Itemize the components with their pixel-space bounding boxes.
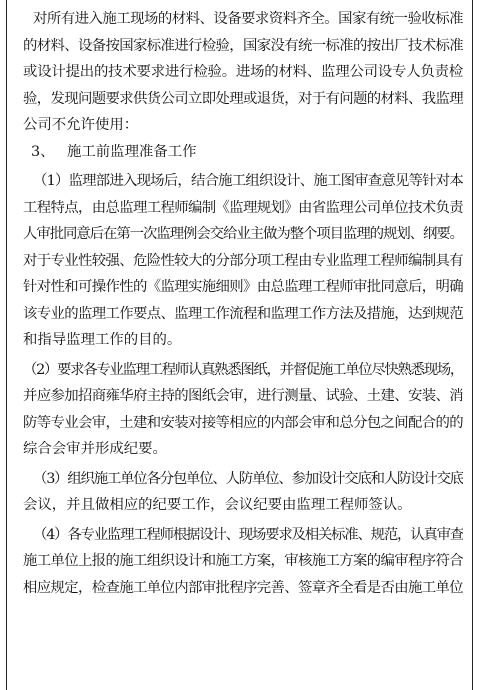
document-body xyxy=(23,6,463,601)
intro-paragraph xyxy=(23,6,463,139)
text-line: 人审批同意后在第一次监理例会交给业主做为整个项目监理的规划、纲要。 xyxy=(23,226,463,242)
text-line: 对于专业性较强、危险性较大的分部分项工程由专业监理工程师编制具有 xyxy=(23,252,463,269)
text-line: 或设计提出的技术要求进行检验。进场的材料、监理公司设专人负责检 xyxy=(23,64,463,80)
paragraph-2 xyxy=(23,357,463,463)
section-title: 施工前监理准备工作 xyxy=(67,143,197,160)
text-line: （1）监理部进入现场后，结合施工组织设计、施工图审查意见等针对本 xyxy=(33,173,463,189)
text-line: 综合会审并形成纪要。 xyxy=(23,441,167,457)
section-heading xyxy=(23,139,463,166)
text-line: 并应参加招商雍华府主持的图纸会审，进行测量、试验、土建、安装、消 xyxy=(23,388,463,404)
text-line: 的材料、设备按国家标准进行检验，国家没有统一标准的按出厂技术标准 xyxy=(23,37,463,54)
text-line: 公司不允许使用： xyxy=(23,117,139,133)
section-number: 3、 xyxy=(31,143,55,160)
text-line: 验，发现问题要求供货公司立即处理或退货，对于有问题的材料、我监理 xyxy=(23,90,463,107)
text-line: 和指导监理工作的目的。 xyxy=(23,332,182,348)
text-line: 对所有进入施工现场的材料、设备要求资料齐全。国家有统一验收标准 xyxy=(33,11,463,27)
text-line: 会议，并且做相应的纪要工作，会议纪要由监理工程师签认。 xyxy=(23,497,412,513)
text-line: 相应规定，检查施工单位内部审批程序完善、签章齐全看是否由施工单位 xyxy=(23,579,463,596)
text-line: （4）各专业监理工程师根据设计、现场要求及相关标准、规范，认真审查 xyxy=(33,526,463,543)
text-line: 该专业的监理工作要点、监理工作流程和监理工作方法及措施，达到规范 xyxy=(23,305,463,322)
text-line: 针对性和可操作性的《监理实施细则》由总监理工程师审批同意后，明确 xyxy=(23,279,463,295)
text-line: （3）组织施工单位各分包单位、人防单位、参加设计交底和人防设计交底 xyxy=(33,470,463,487)
paragraph-3 xyxy=(23,466,463,519)
text-line: 工程特点，由总监理工程师编制《监理规划》由省监理公司单位技术负责 xyxy=(23,199,463,216)
paragraph-1 xyxy=(23,168,463,354)
paragraph-4 xyxy=(23,522,463,602)
text-line: 施工单位上报的施工组织设计和施工方案，审核施工方案的编审程序符合 xyxy=(23,553,463,569)
text-line: （2）要求各专业监理工程师认真熟悉图纸，并督促施工单位尽快熟悉现场， xyxy=(23,361,463,378)
text-line: 防等专业会审，土建和安装对接等相应的内部会审和总分包之间配合的的 xyxy=(23,414,463,431)
